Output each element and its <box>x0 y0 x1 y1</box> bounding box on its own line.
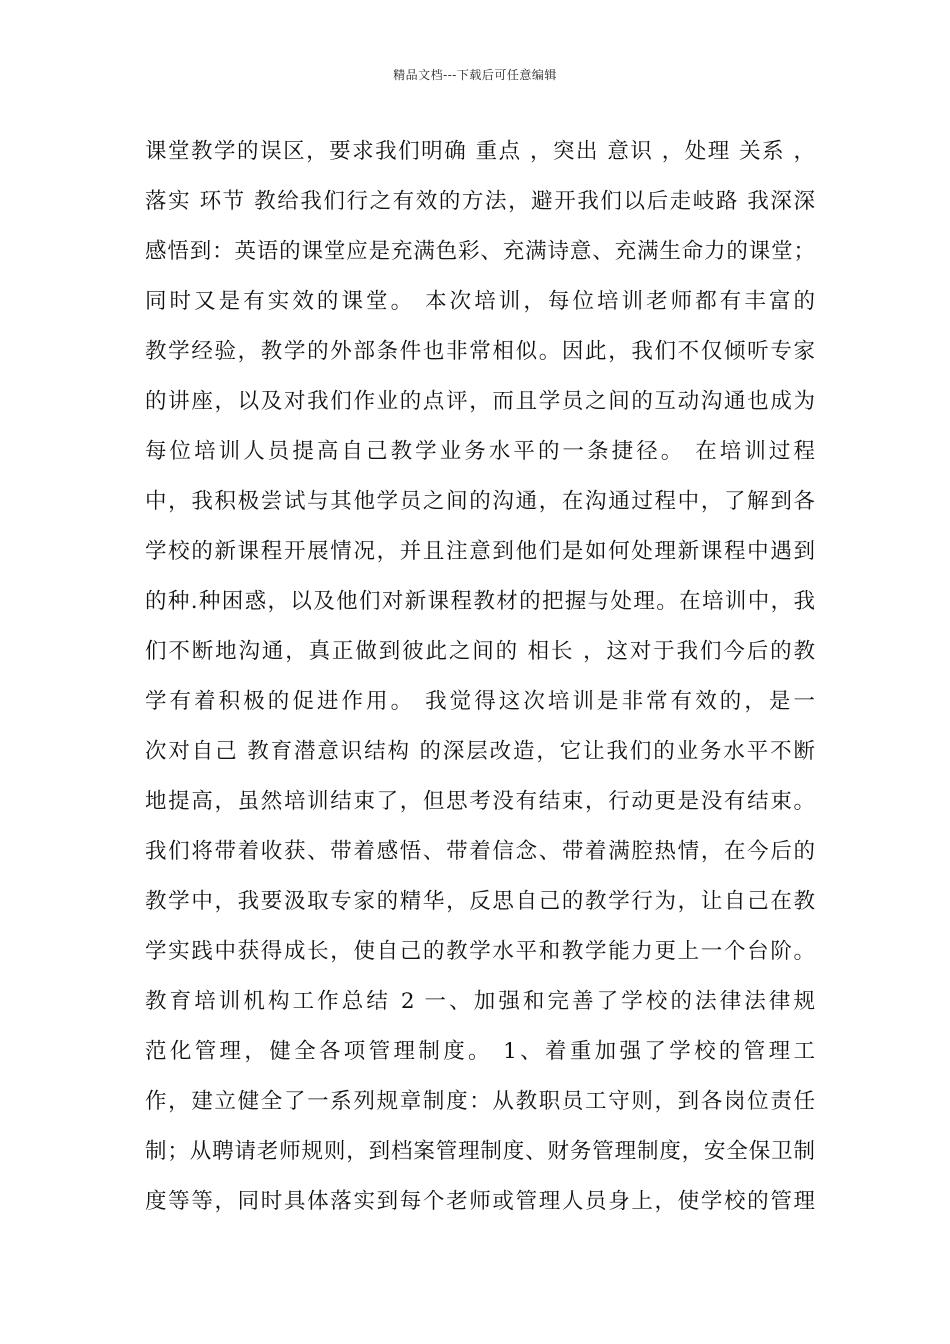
text-line: 每位培训人员提高自己教学业务水平的一条捷径。 在培训过程 <box>145 439 815 464</box>
page-header: 精品文档---下载后可任意编辑 <box>393 68 557 82</box>
text-line: 学校的新课程开展情况，并且注意到他们是如何处理新课程中遇到 <box>145 539 815 564</box>
section-title-line: 教育培训机构工作总结 2 一、加强和完善了学校的法律法律规 <box>145 989 815 1014</box>
text-line: 教学中，我要汲取专家的精华，反思自己的教学行为，让自己在教 <box>145 889 815 914</box>
text-line: 次对自己 教育潜意识结构 的深层改造，它让我们的业务水平不断 <box>145 739 815 764</box>
text-line: 度等等，同时具体落实到每个老师或管理人员身上，使学校的管理 <box>145 1189 815 1214</box>
text-line: 们不断地沟通，真正做到彼此之间的 相长 ，这对于我们今后的教 <box>145 639 815 664</box>
text-line: 同时又是有实效的课堂。 本次培训，每位培训老师都有丰富的 <box>145 289 815 314</box>
text-line: 学实践中获得成长，使自己的教学水平和教学能力更上一个台阶。 <box>145 939 815 964</box>
text-line: 我们将带着收获、带着感悟、带着信念、带着满腔热情，在今后的 <box>145 839 815 864</box>
text-line: 落实 环节 教给我们行之有效的方法，避开我们以后走岐路 我深深 <box>145 189 815 214</box>
text-line: 教学经验，教学的外部条件也非常相似。因此，我们不仅倾听专家 <box>145 339 815 364</box>
text-line: 感悟到：英语的课堂应是充满色彩、充满诗意、充满生命力的课堂； <box>145 239 815 264</box>
text-line: 制；从聘请老师规则，到档案管理制度、财务管理制度，安全保卫制 <box>145 1139 815 1164</box>
text-line: 的讲座，以及对我们作业的点评，而且学员之间的互动沟通也成为 <box>145 389 815 414</box>
text-line: 地提高，虽然培训结束了，但思考没有结束，行动更是没有结束。 <box>145 789 815 814</box>
text-line: 作，建立健全了一系列规章制度：从教职员工守则，到各岗位责任 <box>145 1089 815 1114</box>
body-text <box>145 130 815 1230</box>
text-line: 的种.种困惑，以及他们对新课程教材的把握与处理。在培训中，我 <box>145 589 815 614</box>
text-line: 中，我积极尝试与其他学员之间的沟通，在沟通过程中，了解到各 <box>145 489 815 514</box>
text-line: 范化管理，健全各项管理制度。 1、着重加强了学校的管理工 <box>145 1039 815 1064</box>
text-line: 课堂教学的误区，要求我们明确 重点 ，突出 意识 ，处理 关系 ， <box>145 139 815 164</box>
text-line: 学有着积极的促进作用。 我觉得这次培训是非常有效的，是一 <box>145 689 815 714</box>
